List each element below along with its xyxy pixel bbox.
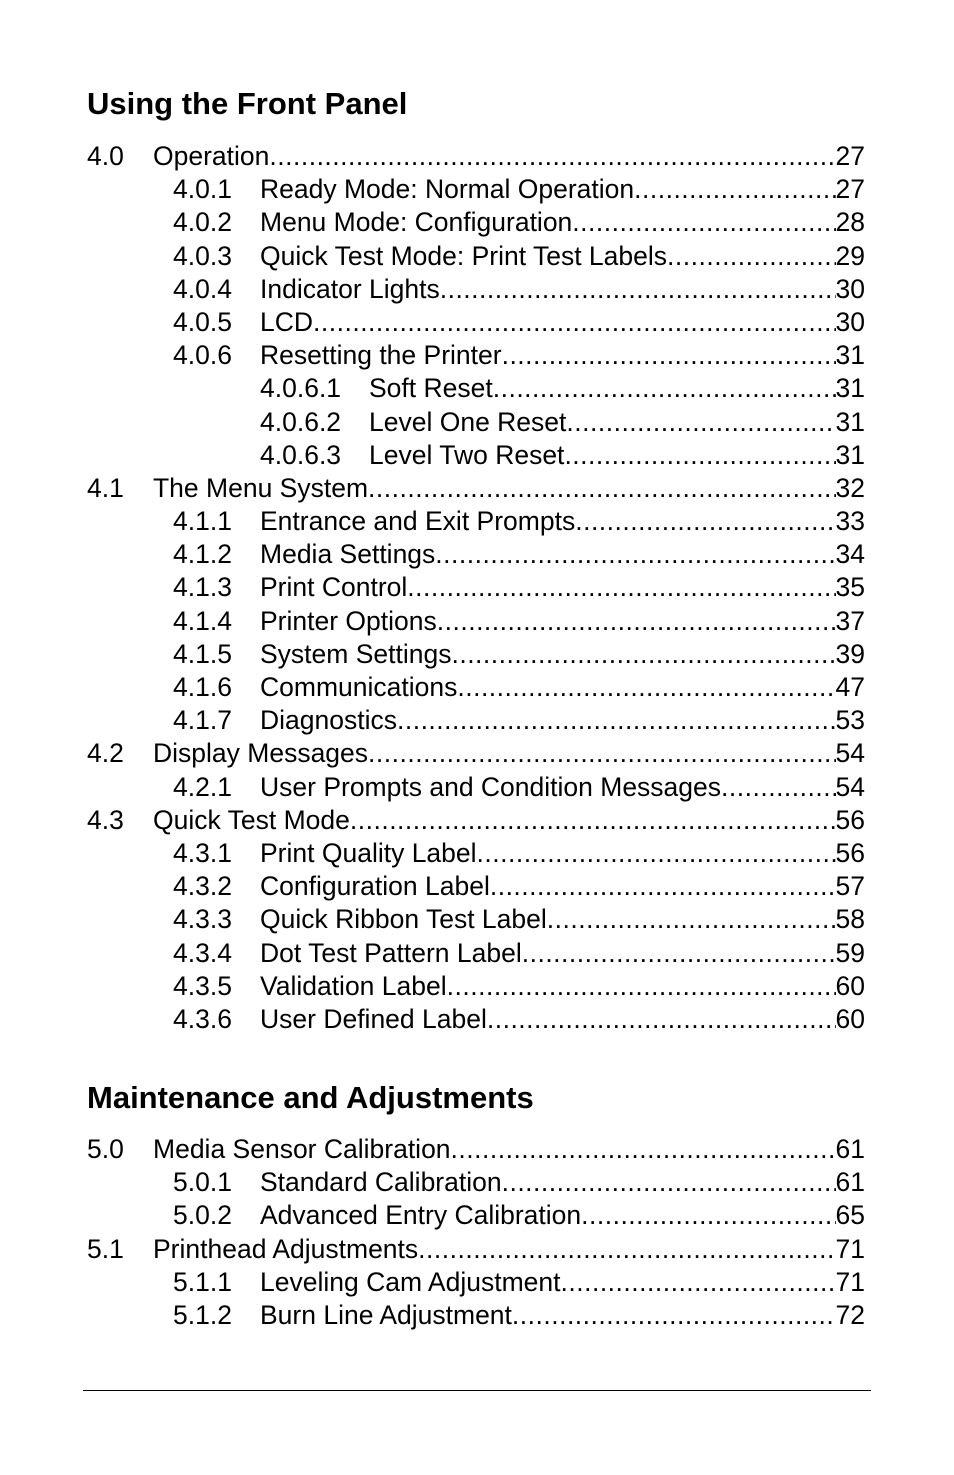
toc-entry-title: Print Control [260,572,408,603]
toc-entry[interactable] [87,472,865,505]
toc-entry-title: Diagnostics [260,705,397,736]
toc-entry-page-number: 71 [835,1233,865,1264]
toc-dot-leader [575,505,835,538]
toc-entry-title: Advanced Entry Calibration [260,1200,582,1231]
toc-entry-page-number: 61 [835,1134,865,1164]
toc-entry-number: 5.0.2 [173,1200,232,1231]
toc-entry-page-number: 31 [835,340,865,371]
toc-entry[interactable] [87,273,865,306]
toc-entry-title: Quick Test Mode: Print Test Labels [260,240,668,271]
toc-entry-number: 5.0 [87,1134,124,1164]
toc-dot-leader [512,1299,836,1332]
toc-entry-title: LCD [260,306,314,337]
toc-entry-page-number: 56 [835,837,865,868]
toc-entry-number: 4.3.5 [173,970,232,1001]
toc-entry[interactable] [87,638,865,671]
toc-entry-number: 4.3 [87,804,124,835]
toc-entry[interactable] [87,372,865,405]
toc-dot-leader [368,737,835,770]
toc-entry-page-number: 59 [835,937,865,968]
toc-entry-title: Print Quality Label [260,837,477,868]
toc-entry[interactable] [87,538,865,571]
toc-entry-title: Communications [260,672,458,702]
toc-entry-title: Media Settings [260,539,436,570]
toc-entry[interactable] [87,1233,865,1266]
toc-entry-page-number: 29 [835,240,865,271]
toc-dot-leader [667,240,835,273]
toc-entry-title: Burn Line Adjustment [260,1299,512,1330]
toc-entry-title: Validation Label [260,970,447,1001]
toc-dot-leader [566,406,835,439]
toc-entry[interactable] [87,605,865,638]
toc-entry-page-number: 30 [835,306,865,337]
toc-dot-leader [451,638,835,671]
toc-entry-number: 5.1.2 [173,1299,232,1330]
toc-entry-number: 4.3.2 [173,871,232,902]
section-heading-front-panel: Using the Front Panel [87,86,408,121]
toc-entry[interactable] [87,671,865,704]
toc-dot-leader [397,704,836,737]
toc-dot-leader [447,970,836,1003]
toc-entry[interactable] [87,1003,865,1036]
toc-entry-number: 4.1.7 [173,705,232,736]
toc-entry-page-number: 31 [835,373,865,404]
toc-entry-title: User Prompts and Condition Messages [260,771,722,802]
toc-entry[interactable] [87,439,865,472]
toc-entry-number: 4.0.6 [173,340,232,371]
toc-entry-number: 4.1.1 [173,506,232,537]
toc-entry-page-number: 33 [835,506,865,537]
toc-entry-title: Display Messages [153,738,369,769]
toc-entry-page-number: 30 [835,273,865,304]
toc-dot-leader [368,472,835,505]
toc-dot-leader [457,671,835,704]
toc-entry-number: 4.0.3 [173,240,232,271]
toc-entry-title: Menu Mode: Configuration [260,207,573,238]
toc-entry-page-number: 35 [835,572,865,603]
toc-entry-title: Operation [153,141,270,171]
toc-dot-leader [572,206,835,239]
toc-dot-leader [437,605,836,638]
toc-entry-number: 4.3.6 [173,1003,232,1034]
toc-entry-title: Soft Reset [369,373,493,404]
toc-entry-number: 4.0.5 [173,306,232,337]
toc-entry-number: 4.0.2 [173,207,232,238]
toc-dot-leader [313,306,836,339]
toc-entry-title: Level One Reset [369,406,567,437]
toc-dot-leader [350,804,836,837]
toc-entry-page-number: 61 [835,1167,865,1198]
toc-entry-title: The Menu System [153,472,369,503]
toc-dot-leader [547,903,836,936]
toc-entry[interactable] [87,306,865,339]
toc-entry[interactable] [87,240,865,273]
toc-entry-number: 4.3.3 [173,904,232,935]
toc-entry-page-number: 57 [835,871,865,902]
toc-entry-number: 4.0.1 [173,174,232,205]
toc-entry-page-number: 65 [835,1200,865,1231]
toc-entry-number: 4.1 [87,472,124,503]
toc-entry-title: Standard Calibration [260,1167,502,1198]
toc-entry[interactable] [87,1299,865,1332]
toc-entry[interactable] [87,704,865,737]
toc-dot-leader [435,538,835,571]
toc-dot-leader [269,140,835,173]
toc-entry-title: Resetting the Printer [260,340,502,371]
toc-entry[interactable] [87,206,865,239]
toc-entry-page-number: 71 [835,1266,865,1297]
toc-entry-page-number: 54 [835,771,865,802]
toc-dot-leader [493,372,836,405]
toc-entry[interactable] [87,1199,865,1232]
toc-entry-number: 4.0 [87,141,124,171]
toc-dot-leader [477,837,836,870]
toc-entry[interactable] [87,804,865,837]
toc-entry-number: 5.0.1 [173,1167,232,1198]
toc-entry[interactable] [87,837,865,870]
toc-entry-title: Indicator Lights [260,273,440,304]
toc-entry[interactable] [87,737,865,770]
toc-entry-page-number: 54 [835,738,865,769]
toc-dot-leader [502,1166,836,1199]
toc-dot-leader [634,173,835,206]
toc-entry[interactable] [87,970,865,1003]
toc-entry-number: 4.0.6.3 [260,439,342,470]
toc-dot-leader [721,771,835,804]
toc-dot-leader [451,1133,836,1166]
toc-entry-page-number: 39 [835,638,865,669]
toc-dot-leader [440,273,836,306]
toc-entry-page-number: 37 [835,605,865,636]
toc-entry-page-number: 72 [835,1299,865,1330]
toc-dot-leader [418,1233,835,1266]
toc-entry-page-number: 47 [835,672,865,702]
toc-entry-page-number: 28 [835,207,865,238]
toc-entry[interactable] [87,571,865,604]
toc-entry-number: 4.0.6.1 [260,373,342,404]
toc-entry-number: 4.0.6.2 [260,406,342,437]
toc-entry-title: Quick Ribbon Test Label [260,904,547,935]
toc-entry-title: System Settings [260,638,452,669]
toc-entry-page-number: 34 [835,539,865,570]
toc-entry[interactable] [87,937,865,970]
toc-entry-number: 4.1.2 [173,539,232,570]
toc-entry[interactable] [87,1166,865,1199]
toc-dot-leader [502,339,836,372]
toc-entry-title: Ready Mode: Normal Operation [260,174,635,205]
toc-entry-number: 4.1.3 [173,572,232,603]
toc-entry[interactable] [87,505,865,538]
toc-entry-title: Media Sensor Calibration [153,1134,451,1164]
toc-entry-page-number: 27 [835,174,865,205]
toc-entry-number: 5.1.1 [173,1266,232,1297]
toc-entry[interactable] [87,140,865,173]
toc-entry-title: Quick Test Mode [153,804,350,835]
toc-entry-page-number: 60 [835,970,865,1001]
toc-entry-page-number: 31 [835,406,865,437]
toc-entry-page-number: 53 [835,705,865,736]
toc-entry-page-number: 60 [835,1003,865,1034]
toc-dot-leader [561,1266,836,1299]
toc-entry[interactable] [87,173,865,206]
toc-entry-title: Dot Test Pattern Label [260,937,522,968]
toc-entry-title: User Defined Label [260,1003,487,1034]
toc-entry[interactable] [87,870,865,903]
toc-dot-leader [564,439,835,472]
section-heading-maintenance: Maintenance and Adjustments [87,1080,534,1115]
toc-entry[interactable] [87,339,865,372]
toc-entry-page-number: 31 [835,439,865,470]
toc-entry-page-number: 27 [835,141,865,171]
toc-entry-page-number: 56 [835,804,865,835]
toc-entry-number: 4.3.4 [173,937,232,968]
toc-dot-leader [487,1003,836,1036]
toc-entry-title: Printhead Adjustments [153,1233,419,1264]
toc-dot-leader [581,1199,835,1232]
toc-entry[interactable] [87,1133,865,1166]
toc-entry[interactable] [87,406,865,439]
toc-entry-title: Printer Options [260,605,437,636]
toc-dot-leader [490,870,836,903]
toc-entry-number: 4.1.6 [173,672,232,702]
toc-entry-number: 4.2 [87,738,124,769]
toc-entry-title: Level Two Reset [369,439,565,470]
toc-entry-title: Leveling Cam Adjustment [260,1266,561,1297]
toc-entry-number: 4.2.1 [173,771,232,802]
footer-rule [83,1390,871,1391]
toc-entry-page-number: 32 [835,472,865,503]
toc-entry-number: 5.1 [87,1233,124,1264]
toc-entry-number: 4.0.4 [173,273,232,304]
toc-entry-number: 4.1.5 [173,638,232,669]
toc-entry[interactable] [87,903,865,936]
toc-entry[interactable] [87,771,865,804]
toc-entry[interactable] [87,1266,865,1299]
toc-entry-page-number: 58 [835,904,865,935]
toc-list-maintenance [87,1133,865,1332]
toc-entry-number: 4.1.4 [173,605,232,636]
toc-dot-leader [407,571,835,604]
toc-entry-number: 4.3.1 [173,837,232,868]
toc-list-front-panel [87,140,865,1036]
toc-entry-title: Configuration Label [260,871,490,902]
toc-entry-title: Entrance and Exit Prompts [260,506,576,537]
toc-dot-leader [522,937,836,970]
